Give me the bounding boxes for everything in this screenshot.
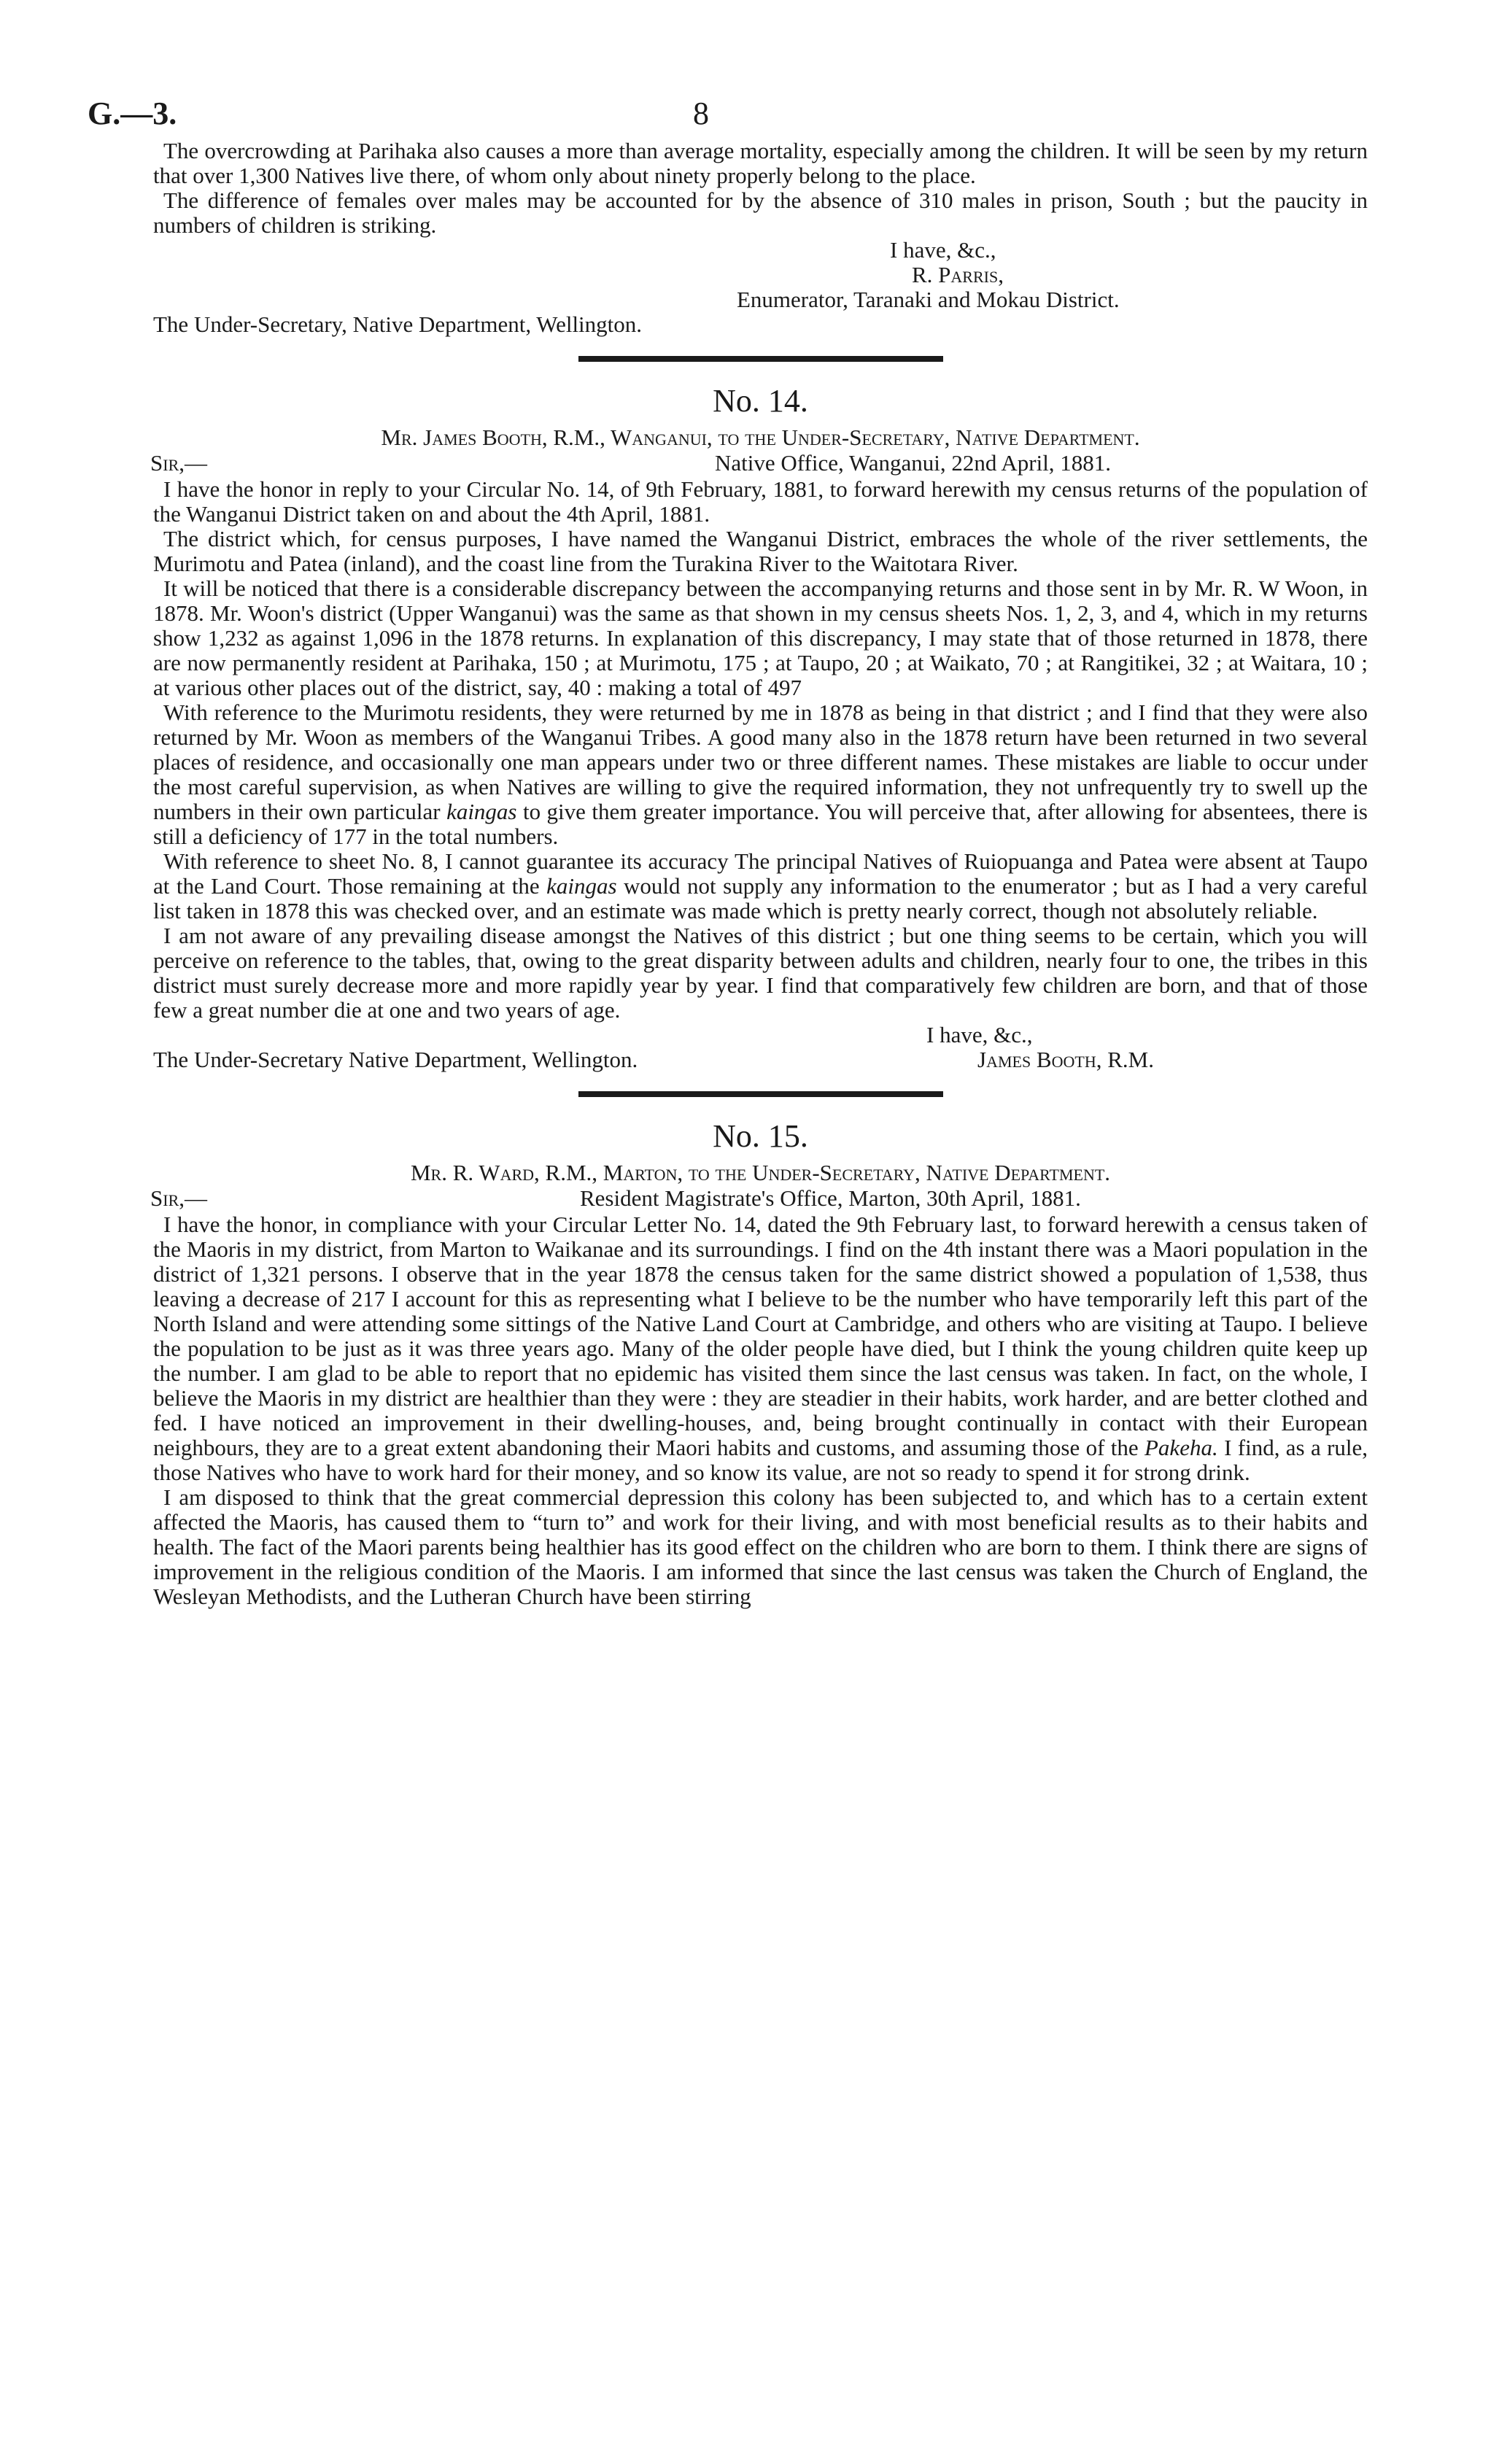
letter-14-salutation: Sir,— bbox=[150, 450, 207, 476]
section-divider bbox=[578, 1091, 943, 1097]
letter-14-salutation-line bbox=[150, 450, 1368, 477]
letter-14-p4-kaingas: kaingas bbox=[446, 799, 517, 824]
intro-letter-section bbox=[153, 139, 1368, 337]
letter-14-p4-text-b: to give them greater importance. You will perceive that, after allowing for absentees, there is still a deficiency of 177 in the total numbers. bbox=[153, 799, 1368, 849]
intro-signature-title: Enumerator, Taranaki and Mokau District. bbox=[737, 287, 1120, 312]
intro-signature: R. Parris, bbox=[912, 262, 1004, 287]
intro-closing: I have, &c., bbox=[890, 237, 996, 263]
letter-15-p1-pakeha: Pakeha. bbox=[1144, 1435, 1218, 1460]
letter-14-p5-text-a: With reference to sheet No. 8, I cannot guarantee its accuracy The principal Natives of Ruiopuanga and Patea were absent at Taupo at the Land Court. Those remaining at the bbox=[153, 848, 1368, 899]
letter-15-paragraph-1 bbox=[153, 1212, 1368, 1485]
session-reference: G.—3. bbox=[88, 96, 177, 131]
document-page bbox=[88, 88, 1368, 1609]
letter-14-heading: No. 14. bbox=[713, 383, 808, 419]
letter-15-salutation: Sir,— bbox=[150, 1185, 207, 1211]
letter-no-14 bbox=[150, 383, 1368, 1072]
letter-15-p1-text-b: I find, as a rule, those Natives who have to work hard for their money, and so know its value, are not so ready to spend it for strong drink. bbox=[153, 1435, 1368, 1485]
page-header bbox=[88, 88, 1368, 139]
page-number: 8 bbox=[693, 96, 709, 131]
letter-14-p5-kaingas: kaingas bbox=[546, 873, 617, 899]
intro-paragraph-2: The difference of females over males may be accounted for by the absence of 310 males in prison, South ; but the paucity in numbers of children is striking. bbox=[153, 187, 1368, 238]
letter-14-signature: James Booth, R.M. bbox=[977, 1047, 1154, 1072]
letter-14-paragraph-6: I am not aware of any prevailing disease amongst the Natives of this district ; but one thing seems to be certain, which you will perceive on reference to the tables, that, owing to the great disparity between adults and children, nearly four to one, the tribes in this district must surely decrease more and more rapidly year by year. I find that comparatively few children are born, and that of those few a great number die at one and two years of age. bbox=[153, 923, 1368, 1023]
letter-14-paragraph-4 bbox=[153, 700, 1368, 849]
intro-paragraph-1: The overcrowding at Parihaka also causes a more than average mortality, especially among the children. It will be seen by my return that over 1,300 Natives live there, of whom only about ninety properly belong to the place. bbox=[153, 138, 1368, 188]
letter-15-place-date: Resident Magistrate's Office, Marton, 30th April, 1881. bbox=[580, 1185, 1081, 1211]
letter-14-place-date: Native Office, Wanganui, 22nd April, 1881. bbox=[715, 450, 1112, 476]
section-divider bbox=[578, 356, 943, 362]
letter-14-subheading: Mr. James Booth, R.M., Wanganui, to the Under-Secretary, Native Department. bbox=[381, 425, 1140, 450]
letter-15-salutation-line bbox=[150, 1185, 1368, 1212]
intro-addressee: The Under-Secretary, Native Department, Wellington. bbox=[153, 311, 643, 337]
letter-14-closing-block bbox=[153, 1023, 1368, 1072]
letter-14-paragraph-3: It will be noticed that there is a considerable discrepancy between the accompanying returns and those sent in by Mr. R. W Woon, in 1878. Mr. Woon's district (Upper Wanganui) was the same as that shown in my census sheets Nos. 1, 2, 3, and 4, which in my returns show 1,232 as against 1,096 in the 1878 returns. In explanation of this discrepancy, I may state that of those returned in 1878, there are now permanently resident at Parihaka, 150 ; at Murimotu, 175 ; at Taupo, 20 ; at Waikato, 70 ; at Rangitikei, 32 ; at Waitara, 10 ; at various other places out of the district, say, 40 : making a total of 497 bbox=[153, 576, 1368, 700]
letter-15-subheading: Mr. R. Ward, R.M., Marton, to the Under-Secretary, Native Department. bbox=[410, 1160, 1111, 1185]
letter-14-p4-text-a: With reference to the Murimotu residents, they were returned by me in 1878 as being in that district ; and I find that they were also returned by Mr. Woon as members of the Wanganui Tribes. A good many also in the 1878 return have been returned in two several places of residence, and occasionally one man appears under two or three different names. These mistakes are liable to occur under the most careful supervision, as when Natives are willing to give the required information, they not unfrequently try to swell up the numbers in their own particular bbox=[153, 700, 1368, 824]
letter-no-15 bbox=[150, 1118, 1368, 1609]
letter-14-closing: I have, &c., bbox=[926, 1022, 1033, 1047]
letter-14-paragraph-1: I have the honor in reply to your Circular No. 14, of 9th February, 1881, to forward herewith my census returns of the population of the Wanganui District taken on and about the 4th April, 1881. bbox=[153, 476, 1368, 527]
letter-15-p1-text-a: I have the honor, in compliance with your Circular Letter No. 14, dated the 9th February last, to forward herewith a census taken of the Maoris in my district, from Marton to Waikanae and its surroundings. I find on the 4th instant there was a Maori population in the district of 1,321 persons. I observe that in the year 1878 the census taken for the same district showed a population of 1,538, thus leaving a decrease of 217 I account for this as representing what I believe to be the number who have temporarily left this part of the North Island and were attending some sittings of the Native Land Court at Cambridge, and others who are visiting at Taupo. I believe the population to be just as it was three years ago. Many of the older people have died, but I think the young children quite keep up the number. I am glad to be able to report that no epidemic has visited them since the last census was taken. In fact, on the whole, I believe the Maoris in my district are healthier than they were : they are steadier in their habits, work harder, and are better clothed and fed. I have noticed an improvement in their dwelling-houses, and, being brought continually in contact with their European neighbours, they are to a great extent abandoning their Maori habits and customs, and assuming those of the bbox=[153, 1212, 1368, 1460]
letter-15-heading: No. 15. bbox=[713, 1118, 808, 1154]
letter-14-p5-text-b: would not supply any information to the enumerator ; but as I had a very careful list taken in 1878 this was checked over, and an estimate was made which is pretty nearly correct, though not absolutely reliable. bbox=[153, 873, 1368, 923]
letter-14-addressee: The Under-Secretary Native Department, Wellington. bbox=[153, 1047, 638, 1072]
letter-14-paragraph-2: The district which, for census purposes, I have named the Wanganui District, embraces the whole of the river settlements, the Murimotu and Patea (inland), and the coast line from the Turakina River to the Waitotara River. bbox=[153, 526, 1368, 576]
letter-14-paragraph-5 bbox=[153, 849, 1368, 923]
letter-15-paragraph-2: I am disposed to think that the great commercial depression this colony has been subjected to, and which has to a certain extent affected the Maoris, has caused them to “turn to” and work for their living, and with most beneficial results as to their habits and health. The fact of the Maori parents being healthier has its good effect on the children who are born to them. I think there are signs of improvement in the religious condition of the Maoris. I am informed that since the last census was taken the Church of England, the Wesleyan Methodists, and the Lutheran Church have been stirring bbox=[153, 1484, 1368, 1609]
